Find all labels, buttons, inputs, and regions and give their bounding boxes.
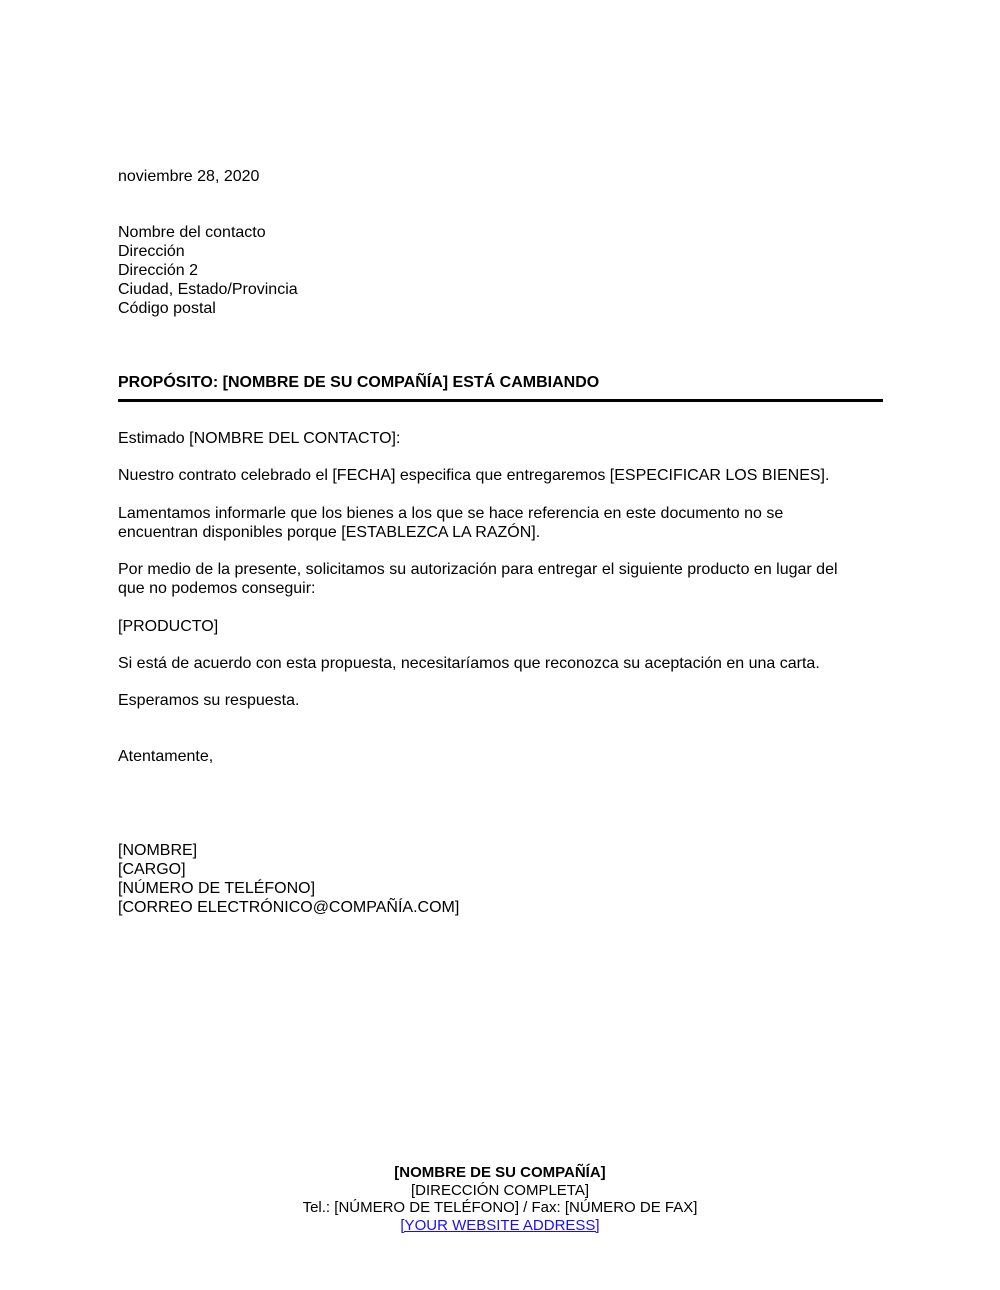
closing: Atentamente, — [118, 748, 214, 765]
body-paragraph-6: Esperamos su respuesta. — [118, 692, 300, 709]
salutation: Estimado [NOMBRE DEL CONTACTO]: — [118, 430, 401, 447]
letter-date: noviembre 28, 2020 — [118, 168, 260, 185]
recipient-address-line-2: Dirección 2 — [118, 262, 199, 279]
body-paragraph-2-line-1: Lamentamos informarle que los bienes a los que se hace referencia en este documento no se — [118, 505, 784, 522]
recipient-address-line-1: Dirección — [118, 243, 185, 260]
body-paragraph-3-line-1: Por medio de la presente, solicitamos su autorización para entregar el siguiente producto en lugar del — [118, 561, 838, 578]
signer-phone: [NÚMERO DE TELÉFONO] — [118, 880, 316, 897]
recipient-city-state: Ciudad, Estado/Provincia — [118, 281, 298, 298]
body-paragraph-1: Nuestro contrato celebrado el [FECHA] especifica que entregaremos [ESPECIFICAR LOS BIENES]. — [118, 467, 830, 484]
body-paragraph-2-line-2: encuentran disponibles porque [ESTABLEZCA LA RAZÓN]. — [118, 524, 541, 541]
recipient-postal-code: Código postal — [118, 300, 216, 317]
footer-contact: Tel.: [NÚMERO DE TELÉFONO] / Fax: [NÚMERO DE FAX] — [302, 1199, 698, 1216]
body-paragraph-2 — [118, 504, 783, 542]
signer-email: [CORREO ELECTRÓNICO@COMPAÑÍA.COM] — [118, 899, 460, 916]
recipient-address-block — [118, 223, 298, 318]
footer-address: [DIRECCIÓN COMPLETA] — [410, 1181, 590, 1199]
subject-divider — [118, 399, 883, 402]
footer-website-link[interactable]: [YOUR WEBSITE ADDRESS] — [400, 1216, 600, 1234]
body-paragraph-3-line-2: que no podemos conseguir: — [118, 580, 316, 597]
footer-company-name: [NOMBRE DE SU COMPAÑÍA] — [394, 1164, 606, 1181]
signer-title: [CARGO] — [118, 861, 186, 878]
body-paragraph-5: Si está de acuerdo con esta propuesta, necesitaríamos que reconozca su aceptación en una carta. — [118, 655, 820, 672]
signer-name: [NOMBRE] — [118, 842, 198, 859]
body-paragraph-3 — [118, 560, 838, 598]
recipient-name: Nombre del contacto — [118, 224, 266, 241]
letter-footer — [0, 1164, 1000, 1234]
product-placeholder: [PRODUCTO] — [118, 618, 219, 635]
signature-block — [118, 841, 459, 917]
subject-heading: PROPÓSITO: [NOMBRE DE SU COMPAÑÍA] ESTÁ CAMBIANDO — [118, 374, 600, 391]
